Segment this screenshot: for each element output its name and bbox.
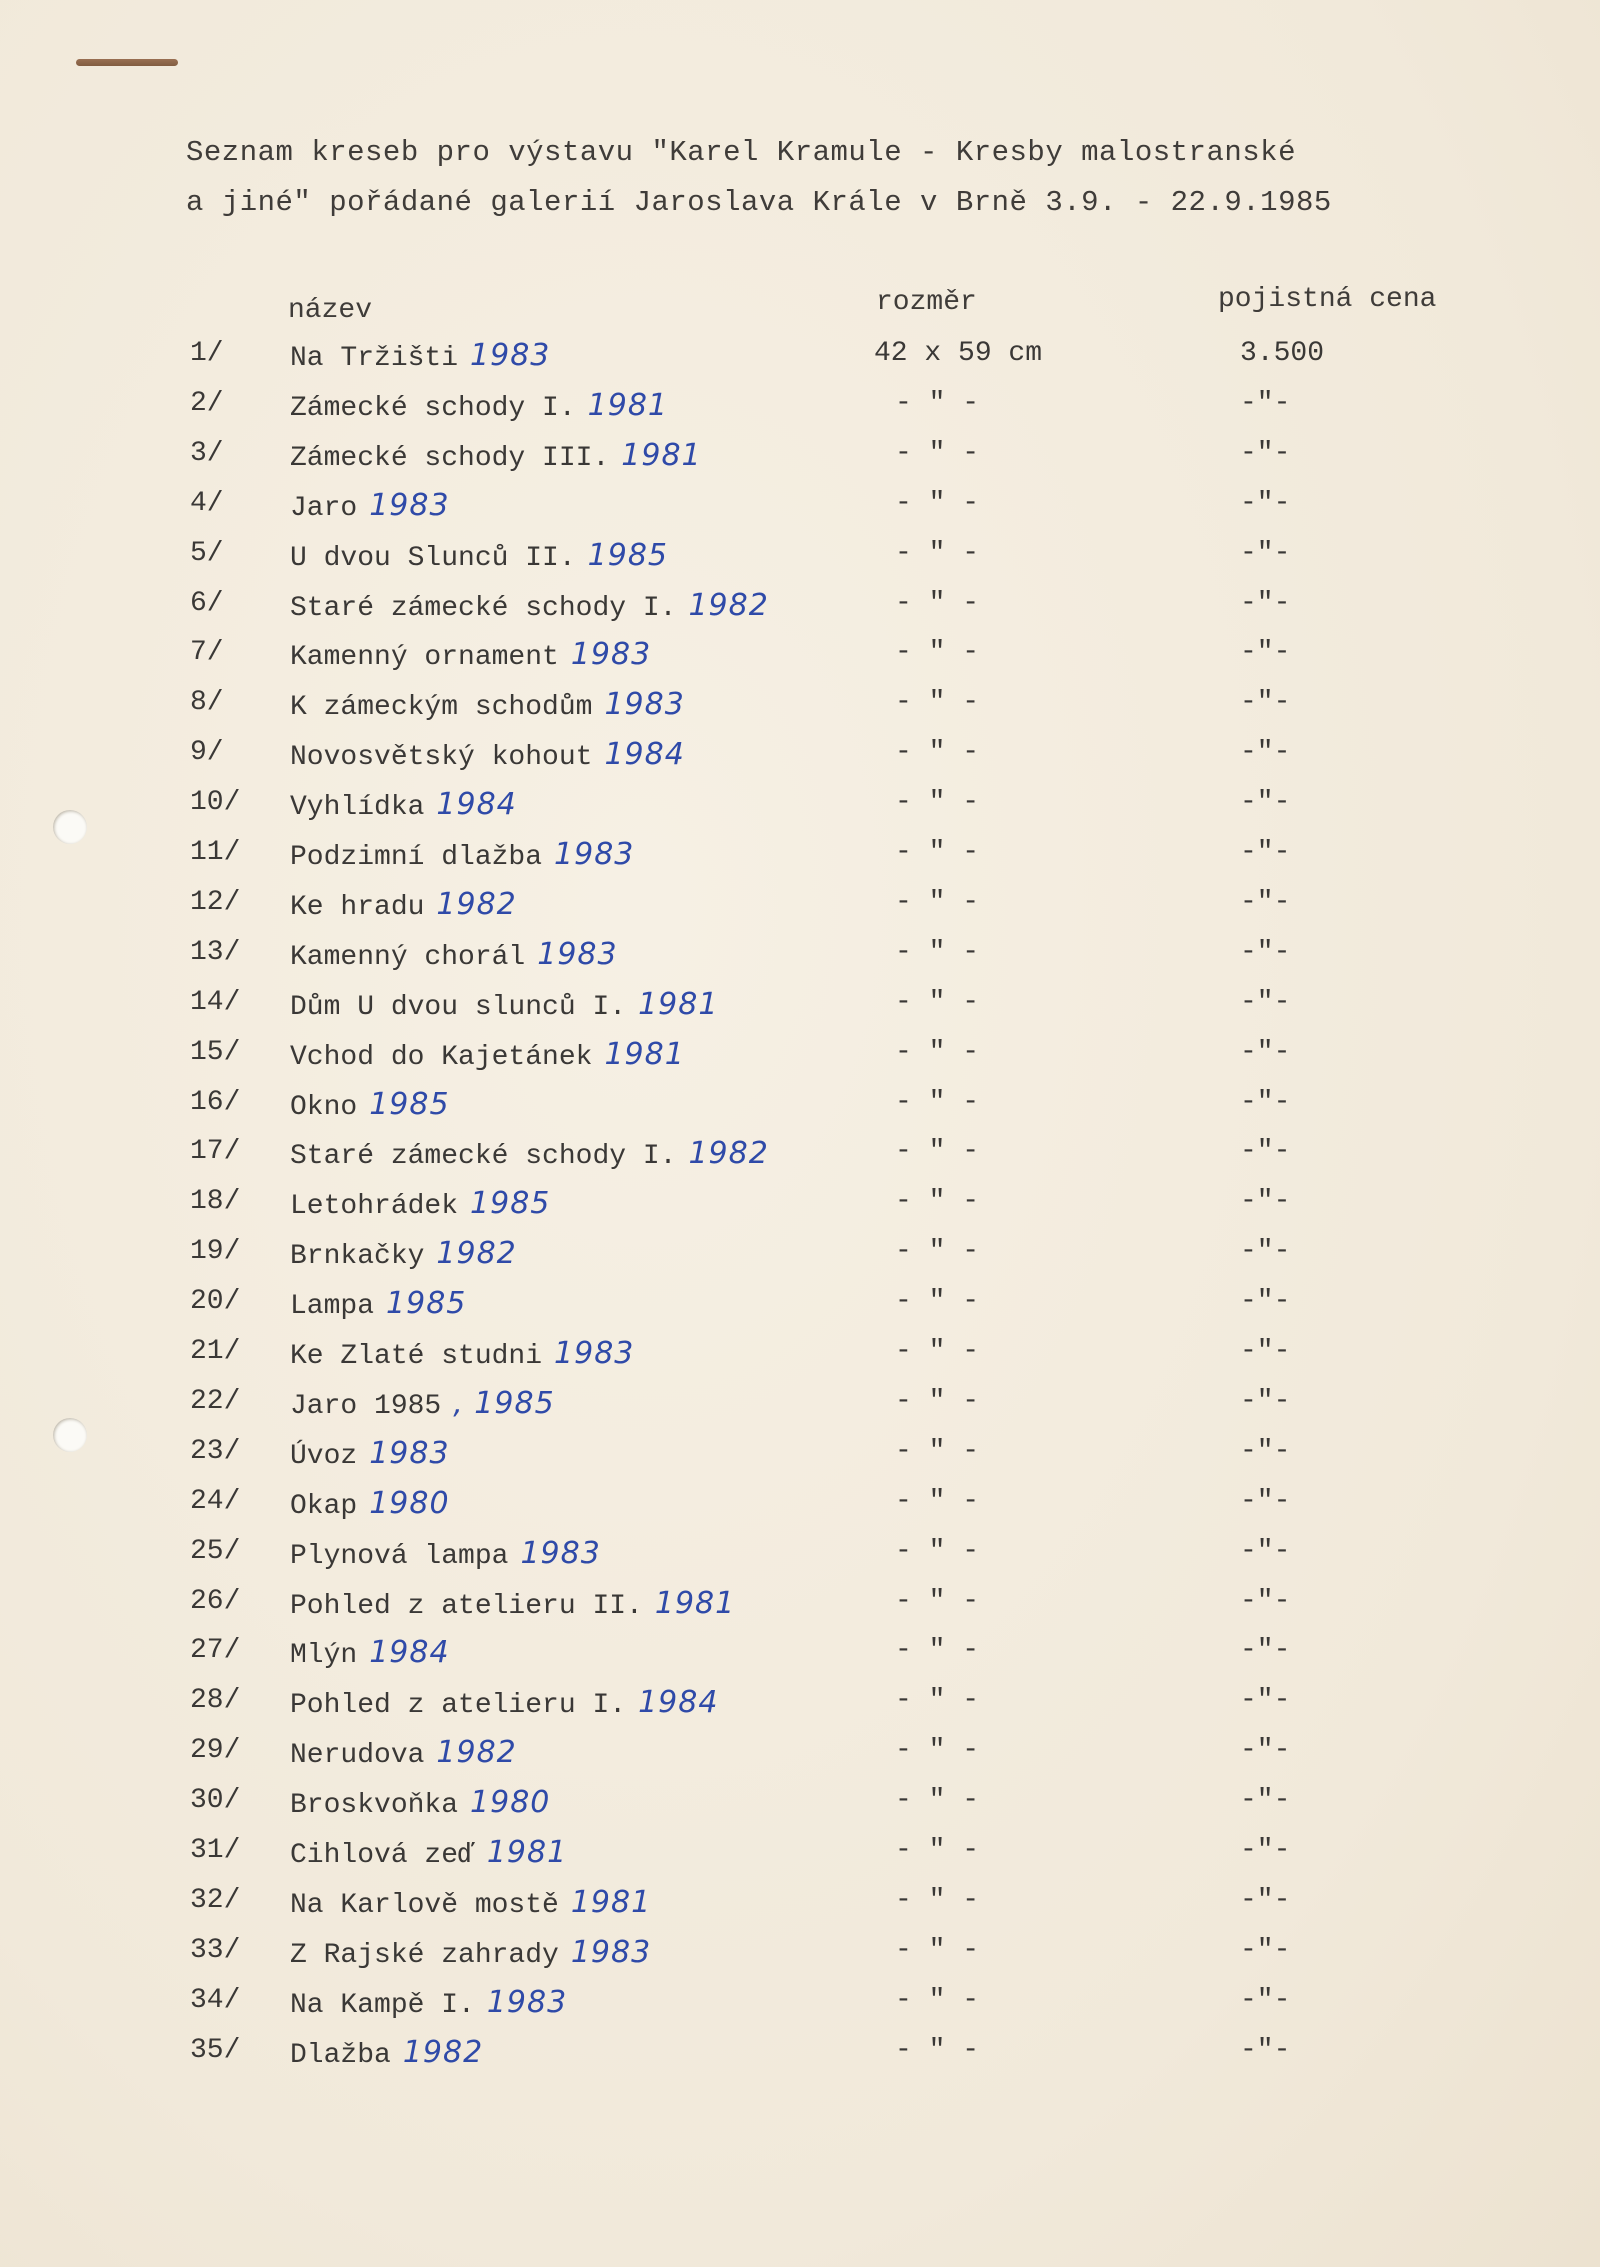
item-title — [290, 1436, 450, 1472]
item-number: 12/ — [190, 886, 241, 918]
handwritten-year: 1981 — [570, 1884, 652, 1920]
item-title — [290, 1037, 685, 1073]
list-item — [0, 1835, 1600, 1885]
item-insurance-price: -"- — [1240, 837, 1291, 868]
list-item — [0, 687, 1600, 737]
item-number: 14/ — [190, 986, 241, 1018]
item-title-text: Podzimní dlažba — [290, 842, 543, 873]
handwritten-year: 1985 — [369, 1086, 450, 1122]
item-title — [290, 1935, 651, 1971]
item-title — [290, 538, 668, 574]
item-number: 9/ — [190, 737, 224, 769]
item-title — [290, 1536, 601, 1572]
item-insurance-price: -"- — [1240, 1186, 1291, 1218]
handwritten-year: 1981 — [486, 1835, 568, 1870]
item-insurance-price: -"- — [1240, 886, 1291, 918]
item-title-text: Kamenný ornament — [290, 642, 559, 674]
item-number: 7/ — [190, 637, 224, 669]
handwritten-year: 1981 — [621, 437, 702, 473]
item-number: 29/ — [190, 1735, 241, 1767]
item-title-text: Z Rajské zahrady — [290, 1939, 559, 1971]
column-header-name: název — [288, 295, 373, 326]
item-title — [290, 2035, 483, 2071]
item-title — [290, 787, 517, 823]
list-item — [0, 987, 1600, 1037]
item-title — [290, 1635, 450, 1671]
list-item — [0, 1087, 1600, 1137]
item-number: 22/ — [190, 1385, 241, 1417]
item-size: - " - — [895, 687, 980, 719]
item-number: 16/ — [190, 1086, 241, 1118]
item-title-text: Brnkačky — [290, 1241, 425, 1273]
item-insurance-price: -"- — [1240, 1236, 1291, 1268]
item-size: - " - — [895, 737, 980, 769]
item-insurance-price: -"- — [1240, 1036, 1291, 1068]
item-size: - " - — [895, 1485, 980, 1517]
item-title-text: Novosvětský kohout — [290, 742, 593, 774]
item-title-text: Vchod do Kajetánek — [290, 1041, 593, 1073]
item-number: 35/ — [190, 2034, 241, 2066]
item-insurance-price: -"- — [1240, 487, 1291, 519]
item-size: - " - — [895, 1635, 980, 1667]
list-item — [0, 737, 1600, 787]
item-size: - " - — [895, 537, 980, 569]
item-title — [290, 937, 618, 973]
item-number: 30/ — [190, 1785, 241, 1817]
item-size: - " - — [895, 1735, 980, 1767]
item-title-text: Okap — [290, 1490, 358, 1522]
item-insurance-price: 3.500 — [1240, 338, 1325, 369]
item-insurance-price: -"- — [1240, 437, 1291, 469]
item-size: - " - — [895, 886, 980, 918]
item-title-text: Broskvoňka — [290, 1790, 459, 1822]
item-title-text: Cihlová zeď — [290, 1840, 475, 1871]
list-item — [0, 1486, 1600, 1536]
item-number: 8/ — [190, 687, 224, 719]
list-item — [0, 1386, 1600, 1436]
handwritten-year: 1985 — [587, 537, 669, 573]
list-item — [0, 1536, 1600, 1586]
item-number: 33/ — [190, 1934, 241, 1966]
item-number: 10/ — [190, 787, 241, 819]
item-title — [290, 1685, 718, 1721]
handwritten-year: 1982 — [688, 587, 769, 623]
item-title-text: Pohled z atelieru I. — [290, 1690, 627, 1722]
item-number: 1/ — [190, 338, 224, 369]
item-size: 42 x 59 cm — [874, 338, 1043, 369]
item-number: 17/ — [190, 1136, 241, 1168]
item-title-text: Okno — [290, 1091, 358, 1123]
title-line-2: a jiné" pořádané galerií Jaroslava Krále v Brně 3.9. - 22.9.1985 — [186, 186, 1332, 219]
list-item — [0, 1286, 1600, 1336]
item-number: 20/ — [190, 1286, 241, 1318]
list-item — [0, 538, 1600, 588]
item-size: - " - — [895, 1385, 980, 1417]
item-size: - " - — [895, 986, 980, 1018]
handwritten-year: 1983 — [554, 1336, 635, 1371]
handwritten-year: 1983 — [520, 1535, 601, 1571]
list-item — [0, 1785, 1600, 1835]
item-title-text: Na Karlově mostě — [290, 1889, 559, 1921]
item-insurance-price: -"- — [1240, 1385, 1291, 1417]
list-item — [0, 1336, 1600, 1386]
item-insurance-price: -"- — [1240, 1735, 1291, 1767]
item-title — [290, 1186, 550, 1222]
item-title — [290, 1087, 450, 1123]
handwritten-year: 1981 — [654, 1585, 736, 1621]
item-title-text: Mlýn — [290, 1640, 358, 1672]
item-title-text: Ke hradu — [290, 891, 425, 923]
item-insurance-price: -"- — [1240, 1136, 1291, 1168]
list-item — [0, 1635, 1600, 1685]
item-insurance-price: -"- — [1240, 1585, 1291, 1617]
item-title-text: Vyhlídka — [290, 792, 425, 824]
item-size: - " - — [895, 1036, 980, 1068]
item-title-text: Jaro — [290, 492, 358, 524]
item-title — [290, 588, 769, 624]
item-size: - " - — [895, 1286, 980, 1318]
list-item — [0, 338, 1600, 388]
item-size: - " - — [895, 1136, 980, 1168]
handwritten-year: 1984 — [638, 1685, 719, 1721]
column-header-price: pojistná cena — [1218, 284, 1437, 315]
item-title-text: Ke Zlaté studni — [290, 1341, 543, 1372]
item-number: 31/ — [190, 1835, 241, 1866]
item-number: 3/ — [190, 437, 224, 469]
item-title — [290, 1236, 517, 1272]
item-number: 13/ — [190, 936, 241, 968]
item-title — [290, 1486, 450, 1522]
item-insurance-price: -"- — [1240, 986, 1291, 1018]
item-title — [290, 1785, 550, 1821]
handwritten-year: 1981 — [587, 387, 669, 423]
item-title-text: Dům U dvou slunců I. — [290, 991, 627, 1023]
item-insurance-price: -"- — [1240, 1635, 1291, 1667]
item-title-text: Jaro 1985 — [290, 1390, 442, 1422]
item-title — [290, 1835, 567, 1871]
item-title-text: Na Kampě I. — [290, 1989, 475, 2021]
item-title — [290, 1985, 567, 2021]
item-insurance-price: -"- — [1240, 737, 1291, 769]
list-item — [0, 637, 1600, 687]
item-number: 15/ — [190, 1036, 241, 1068]
list-item — [0, 837, 1600, 887]
list-item — [0, 887, 1600, 937]
item-title — [290, 1336, 634, 1372]
item-title — [290, 1885, 651, 1921]
list-item — [0, 1186, 1600, 1236]
item-insurance-price: -"- — [1240, 1835, 1291, 1866]
item-number: 5/ — [190, 537, 224, 569]
list-item — [0, 1885, 1600, 1935]
document-title — [186, 128, 1516, 228]
handwritten-year: 1983 — [570, 637, 652, 673]
item-number: 34/ — [190, 1984, 241, 2016]
item-size: - " - — [895, 1585, 980, 1617]
item-title — [290, 438, 702, 474]
item-number: 24/ — [190, 1485, 241, 1517]
list-item — [0, 438, 1600, 488]
item-size: - " - — [895, 1685, 980, 1717]
item-title — [290, 637, 651, 673]
item-title-text: Dlažba — [290, 2039, 391, 2071]
handwritten-year: 1984 — [604, 737, 685, 773]
item-title — [290, 1735, 517, 1771]
handwritten-year: 1980 — [470, 1785, 551, 1821]
item-insurance-price: -"- — [1240, 1336, 1291, 1367]
item-size: - " - — [895, 1535, 980, 1567]
item-number: 28/ — [190, 1685, 241, 1717]
list-item — [0, 937, 1600, 987]
item-title-text: Kamenný chorál — [290, 941, 526, 973]
handwritten-year: 1982 — [402, 2034, 484, 2070]
item-insurance-price: -"- — [1240, 1934, 1291, 1966]
item-insurance-price: -"- — [1240, 1435, 1291, 1467]
item-number: 32/ — [190, 1884, 241, 1916]
item-insurance-price: -"- — [1240, 787, 1291, 819]
item-size: - " - — [895, 437, 980, 469]
handwritten-year: 1985 — [386, 1286, 467, 1322]
item-title — [290, 837, 634, 873]
item-title — [290, 1286, 466, 1322]
item-number: 11/ — [190, 837, 241, 868]
item-size: - " - — [895, 587, 980, 619]
handwritten-year: 1983 — [369, 1435, 450, 1471]
item-number: 6/ — [190, 587, 224, 619]
list-item — [0, 1735, 1600, 1785]
list-item — [0, 1685, 1600, 1735]
item-title-text: Zámecké schody III. — [290, 442, 610, 474]
handwritten-year: 1983 — [570, 1934, 652, 1970]
item-insurance-price: -"- — [1240, 637, 1291, 669]
item-title — [290, 1136, 769, 1172]
handwritten-year: 1984 — [436, 787, 517, 823]
item-size: - " - — [895, 1086, 980, 1118]
list-item — [0, 1136, 1600, 1186]
item-title — [290, 488, 450, 524]
item-size: - " - — [895, 487, 980, 519]
item-title — [290, 737, 685, 773]
item-insurance-price: -"- — [1240, 1884, 1291, 1916]
item-number: 23/ — [190, 1435, 241, 1467]
handwritten-year: 1985 — [470, 1186, 551, 1222]
list-item — [0, 588, 1600, 638]
item-size: - " - — [895, 837, 980, 868]
item-insurance-price: -"- — [1240, 687, 1291, 719]
item-title-text: K zámeckým schodům — [290, 692, 593, 724]
item-size: - " - — [895, 1785, 980, 1817]
handwritten-year: 1983 — [369, 487, 450, 523]
item-title — [290, 687, 685, 723]
list-item — [0, 1236, 1600, 1286]
list-item — [0, 1436, 1600, 1486]
item-title — [290, 887, 517, 923]
item-number: 27/ — [190, 1635, 241, 1667]
item-size: - " - — [895, 1236, 980, 1268]
item-title — [290, 338, 550, 374]
list-item — [0, 1935, 1600, 1985]
item-insurance-price: -"- — [1240, 936, 1291, 968]
item-number: 18/ — [190, 1186, 241, 1218]
item-title — [290, 388, 668, 424]
handwritten-year: 1981 — [638, 986, 719, 1022]
item-title-text: Letohrádek — [290, 1191, 459, 1223]
item-size: - " - — [895, 787, 980, 819]
item-title-text: Nerudova — [290, 1740, 425, 1772]
item-number: 26/ — [190, 1585, 241, 1617]
item-insurance-price: -"- — [1240, 1535, 1291, 1567]
list-item — [0, 488, 1600, 538]
handwritten-year: 1983 — [486, 1984, 568, 2020]
item-insurance-price: -"- — [1240, 1984, 1291, 2016]
list-item — [0, 1037, 1600, 1087]
item-title — [290, 987, 718, 1023]
title-line-1: Seznam kreseb pro výstavu "Karel Kramule - Kresby malostranské — [186, 136, 1296, 169]
handwritten-year: 1983 — [604, 687, 685, 723]
column-header-size: rozměr — [876, 287, 977, 318]
item-size: - " - — [895, 936, 980, 968]
handwritten-year: 1981 — [604, 1036, 685, 1072]
item-insurance-price: -"- — [1240, 1485, 1291, 1517]
item-title-text: Pohled z atelieru II. — [290, 1590, 643, 1622]
list-item — [0, 388, 1600, 438]
handwritten-year: 1983 — [470, 338, 551, 373]
handwritten-year: 1982 — [436, 1735, 517, 1771]
item-size: - " - — [895, 1884, 980, 1916]
item-size: - " - — [895, 1934, 980, 1966]
item-size: - " - — [895, 1435, 980, 1467]
list-item — [0, 1985, 1600, 2035]
item-number: 2/ — [190, 387, 224, 419]
item-title — [290, 1386, 555, 1422]
item-insurance-price: -"- — [1240, 1785, 1291, 1817]
item-insurance-price: -"- — [1240, 1286, 1291, 1318]
item-size: - " - — [895, 637, 980, 669]
item-title-text: Na Tržišti — [290, 343, 459, 374]
item-title-text: Úvoz — [290, 1440, 358, 1472]
item-size: - " - — [895, 1336, 980, 1367]
handwritten-year: 1982 — [436, 1236, 517, 1272]
item-insurance-price: -"- — [1240, 587, 1291, 619]
item-size: - " - — [895, 1984, 980, 2016]
item-title — [290, 1586, 735, 1622]
item-number: 19/ — [190, 1236, 241, 1268]
staple — [76, 59, 178, 66]
item-title-text: U dvou Slunců II. — [290, 542, 576, 574]
item-size: - " - — [895, 2034, 980, 2066]
handwritten-year: 1982 — [688, 1136, 769, 1172]
item-insurance-price: -"- — [1240, 2034, 1291, 2066]
handwritten-year: 1980 — [369, 1485, 450, 1521]
item-number: 25/ — [190, 1535, 241, 1567]
item-insurance-price: -"- — [1240, 1685, 1291, 1717]
item-size: - " - — [895, 1835, 980, 1866]
handwritten-year: 1982 — [436, 886, 517, 922]
list-item — [0, 1586, 1600, 1636]
item-size: - " - — [895, 1186, 980, 1218]
item-number: 21/ — [190, 1336, 241, 1367]
handwritten-year: 1983 — [554, 837, 635, 872]
handwritten-year: , 1985 — [453, 1385, 555, 1421]
item-title-text: Staré zámecké schody I. — [290, 1141, 677, 1173]
item-title-text: Plynová lampa — [290, 1540, 509, 1572]
list-item — [0, 2035, 1600, 2085]
item-number: 4/ — [190, 487, 224, 519]
item-insurance-price: -"- — [1240, 537, 1291, 569]
list-item — [0, 787, 1600, 837]
handwritten-year: 1983 — [537, 936, 618, 972]
item-title-text: Lampa — [290, 1291, 375, 1323]
item-insurance-price: -"- — [1240, 1086, 1291, 1118]
item-title-text: Staré zámecké schody I. — [290, 592, 677, 624]
handwritten-year: 1984 — [369, 1635, 450, 1671]
item-insurance-price: -"- — [1240, 387, 1291, 419]
item-size: - " - — [895, 387, 980, 419]
item-title-text: Zámecké schody I. — [290, 392, 576, 424]
